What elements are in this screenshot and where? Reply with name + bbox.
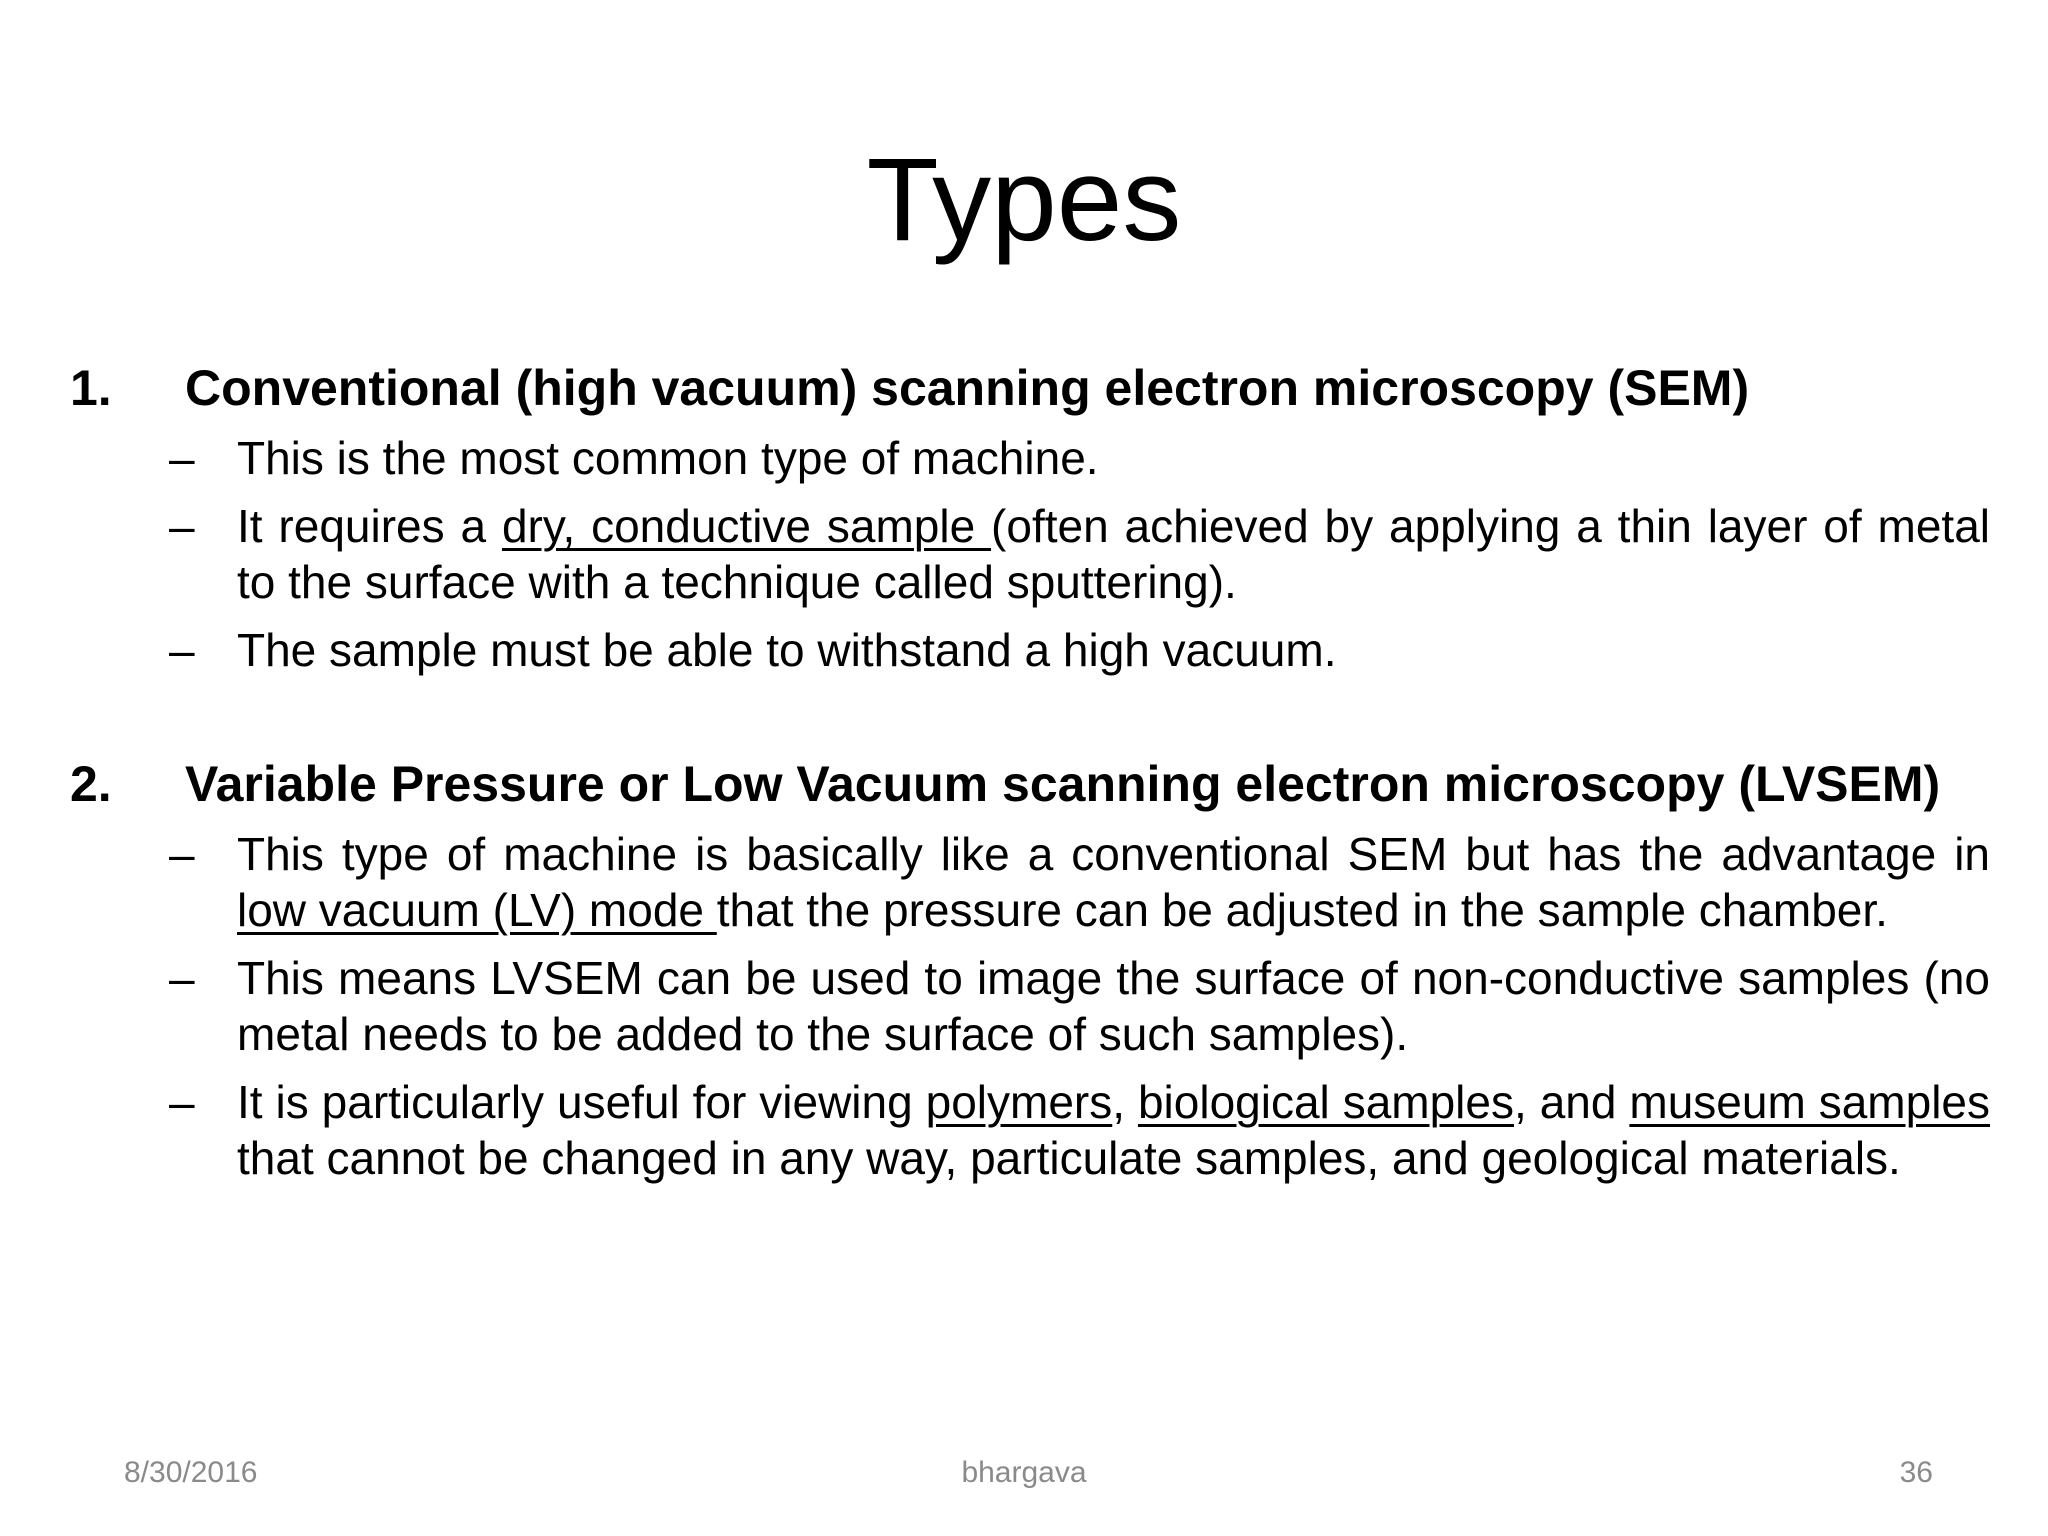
- bullet-item: [169, 498, 1991, 610]
- bullet-list: [70, 430, 1990, 678]
- footer-author: bhargava: [961, 1456, 1087, 1489]
- bullet-dash: –: [169, 432, 195, 484]
- bullet-dash: –: [169, 624, 195, 676]
- slide-content: [70, 360, 1990, 1264]
- bullet-list: [70, 826, 1990, 1186]
- bullet-item: [169, 622, 1990, 678]
- footer-page-number: 36: [1899, 1456, 1933, 1489]
- section-heading: [70, 360, 1990, 416]
- bullet-dash: –: [169, 952, 195, 1004]
- bullet-item: [169, 950, 1990, 1062]
- section-heading-text: Conventional (high vacuum) scanning electron microscopy (SEM): [185, 360, 1750, 416]
- bullet-text: The sample must be able to withstand a high vacuum.: [237, 624, 1337, 676]
- bullet-text: ,: [1112, 1076, 1138, 1128]
- bullet-text: (often achieved by applying a thin layer of metal to the surface with a technique called sputtering).: [237, 500, 1991, 608]
- slide-title: Types: [866, 134, 1182, 266]
- bullet-item: [169, 826, 1990, 938]
- bullet-text: that cannot be changed in any way, particulate samples, and geological materials.: [237, 1132, 1901, 1184]
- bullet-text: This means LVSEM can be used to image the surface of non-conductive samples (no metal needs to be added to the surface of such samples).: [237, 952, 1990, 1060]
- section-number: 1.: [70, 360, 112, 416]
- bullet-text: It requires a: [237, 500, 502, 552]
- bullet-text: , and: [1513, 1076, 1630, 1128]
- bullet-dash: –: [169, 500, 195, 552]
- bullet-dash: –: [169, 1076, 195, 1128]
- bullet-text: This type of machine is basically like a conventional SEM but has the advantage in: [237, 828, 1990, 880]
- section-sem: [70, 360, 1990, 678]
- underlined-term: dry, conductive sample: [501, 500, 992, 552]
- footer-date: 8/30/2016: [124, 1456, 258, 1489]
- underlined-term: biological samples: [1137, 1076, 1514, 1128]
- underlined-term: low vacuum (LV) mode: [237, 884, 717, 936]
- bullet-text: that the pressure can be adjusted in the sample chamber.: [716, 884, 1888, 936]
- section-number: 2.: [70, 756, 112, 812]
- underlined-term: museum samples: [1629, 1076, 1990, 1128]
- underlined-term: polymers: [925, 1076, 1113, 1128]
- bullet-text: This is the most common type of machine.: [237, 432, 1099, 484]
- section-heading: [70, 756, 1990, 812]
- section-lvsem: [70, 756, 1990, 1186]
- bullet-text: It is particularly useful for viewing: [237, 1076, 926, 1128]
- bullet-item: [169, 430, 1990, 486]
- section-heading-text: Variable Pressure or Low Vacuum scanning electron microscopy (LVSEM): [185, 756, 1941, 812]
- bullet-dash: –: [169, 828, 195, 880]
- bullet-item: [169, 1074, 1990, 1186]
